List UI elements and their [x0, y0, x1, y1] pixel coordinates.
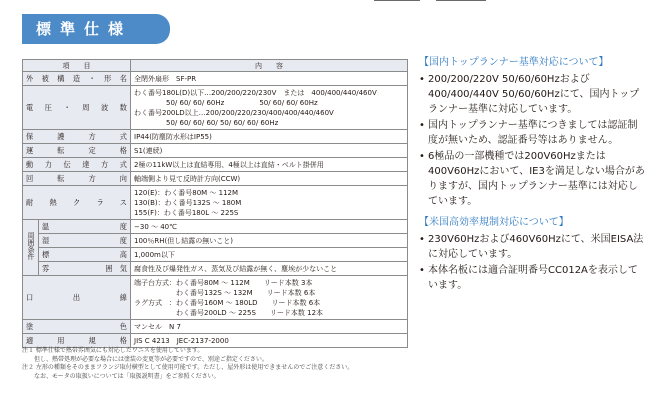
transmission-label: 動力伝達方式 — [23, 158, 131, 172]
outlet-line: わく番号200LD 〜 225S リード本数 12本 — [134, 308, 324, 317]
environment-label — [39, 248, 131, 262]
list-item: • 国内トップランナー基準につきましては認証制度が無いため、認証番号等はありません。 — [419, 118, 647, 148]
header-item: 項 目 — [23, 60, 131, 72]
outlet-value — [131, 276, 408, 320]
env-label-b: 度 — [119, 235, 127, 245]
exterior-label: 外被構造・形名 — [23, 72, 131, 86]
table-row — [23, 144, 408, 158]
insulation-line: 120(E)：わく番号80M 〜 112M — [134, 188, 239, 197]
environment-value: 1,000m以下 — [131, 248, 408, 262]
environment-label — [39, 262, 131, 276]
exterior-value: 全閉外扇形 SF-PR — [131, 72, 408, 86]
table-row — [23, 234, 408, 248]
table-header-row — [23, 60, 408, 72]
env-label-a: 温 — [42, 221, 50, 231]
standard-value: JIS C 4213 JEC-2137-2000 — [131, 334, 408, 348]
domestic-top-runner-list — [419, 72, 647, 209]
rating-value: S1(連続) — [131, 144, 408, 158]
outlet-line: 端子台方式：わく番号80M 〜 112M リード本数 3本 — [134, 278, 313, 287]
insulation-value — [131, 186, 408, 220]
env-label-b: 高 — [119, 249, 127, 259]
us-efficiency-list — [419, 232, 647, 293]
voltage-line: 50/ 60/ 60/ 60Hz 50/ 60/ 60/ 60Hz — [166, 98, 318, 107]
env-label-b: 度 — [119, 221, 127, 231]
table-row — [23, 248, 408, 262]
rating-label: 運転定格 — [23, 144, 131, 158]
list-item: • 6極品の一部機種では200V60Hzまたは400V60Hzにおいて、IE3を満足しない場合がありますが、国内トップランナー基準には対応しています。 — [419, 149, 647, 209]
protection-value: IP44(防塵防水形はIP55) — [131, 130, 408, 144]
insulation-line: 130(B)：わく番号132S 〜 180M — [134, 198, 242, 207]
table-row — [23, 220, 408, 234]
env-label-a: 標 — [42, 249, 50, 259]
rotation-value: 軸端側より見て反時計方向(CCW) — [131, 172, 408, 186]
color-label: 塗色 — [23, 320, 131, 334]
transmission-value: 2極の11kW以上は直結専用、4極以上は直結・ベルト掛併用 — [131, 158, 408, 172]
environment-group-label — [23, 220, 39, 276]
section-title: 標準仕様 — [22, 14, 170, 44]
environment-group-text: 周囲条件 — [27, 232, 35, 260]
compliance-panel — [419, 55, 647, 294]
voltage-line: わく番号180L(D)以下…200/200/220/230V または 400/400/440/460V — [134, 88, 377, 97]
table-row — [23, 276, 408, 320]
top-divider-right — [436, 0, 486, 1]
voltage-label: 電圧・周波数 — [23, 86, 131, 130]
environment-label — [39, 220, 131, 234]
table-row — [23, 334, 408, 348]
env-label-a: 湿 — [42, 235, 50, 245]
environment-label — [39, 234, 131, 248]
environment-value: 100％RH(但し結露の無いこと) — [131, 234, 408, 248]
table-row — [23, 262, 408, 276]
voltage-line: わく番号200LD以上…200/200/220/230/400/400/440/460V — [134, 108, 334, 117]
spec-table — [22, 59, 408, 348]
protection-label: 保護方式 — [23, 130, 131, 144]
list-item: • 230V60Hzおよび460V60Hzにて、米国EISA法に対応しています。 — [419, 232, 647, 262]
rotation-label: 回転方向 — [23, 172, 131, 186]
voltage-value — [131, 86, 408, 130]
footnote-line: 注１ 標準仕様で熱帯雰囲気にも対応したワニスを使用しています。 — [22, 347, 204, 354]
footnotes — [22, 347, 407, 381]
footnote-line: 注２ 左形の種類をそのままフランジ取付横型として使用可能です。ただし、屋外形は使用できませんのでご注意ください。 — [22, 364, 354, 371]
insulation-line: 155(F)：わく番号180L 〜 225S — [134, 208, 239, 217]
color-value: マンセル N 7 — [131, 320, 408, 334]
list-item: • 200/200/220V 50/60/60Hzおよび400/400/440V 50/60/60Hzにて、国内トップランナー基準に対応しています。 — [419, 72, 647, 117]
standard-label: 適用規格 — [23, 334, 131, 348]
table-row — [23, 186, 408, 220]
environment-value: −30 〜 40℃ — [131, 220, 408, 234]
env-label-a: 雰 — [42, 263, 50, 273]
environment-value: 腐食性及び爆発性ガス、蒸気及び結露が無く、塵埃が少ないこと — [131, 262, 408, 276]
env-label-b: 囲 気 — [105, 263, 127, 273]
top-divider-left — [374, 0, 420, 1]
voltage-line: 50/ 60/ 60/ 60/ 50/ 60/ 60/ 60Hz — [166, 118, 279, 127]
outlet-label: 口出線 — [23, 276, 131, 320]
table-row — [23, 130, 408, 144]
us-efficiency-heading: 【米国高効率規制対応について】 — [419, 217, 569, 228]
table-row — [23, 172, 408, 186]
table-row — [23, 72, 408, 86]
insulation-label: 耐熱クラス — [23, 186, 131, 220]
table-row — [23, 86, 408, 130]
list-item: • 本体名板には適合証明番号CC012Aを表示しています。 — [419, 263, 647, 293]
outlet-line: ラグ方式 ：わく番号160M 〜 180LD リード本数 6本 — [134, 298, 321, 307]
domestic-top-runner-heading: 【国内トップランナー基準対応について】 — [419, 57, 609, 68]
outlet-line: わく番号132S 〜 132M リード本数 6本 — [134, 288, 316, 297]
footnote-line: 但し、熱帯処理が必要な場合には塗装の変更等が必要ですので、別途ご指定ください。 — [22, 355, 268, 363]
footnote-line: なお、モータの取扱いについては「取扱説明書」をご参照ください。 — [22, 372, 220, 380]
table-row — [23, 320, 408, 334]
header-content: 内 容 — [131, 60, 408, 72]
table-row — [23, 158, 408, 172]
